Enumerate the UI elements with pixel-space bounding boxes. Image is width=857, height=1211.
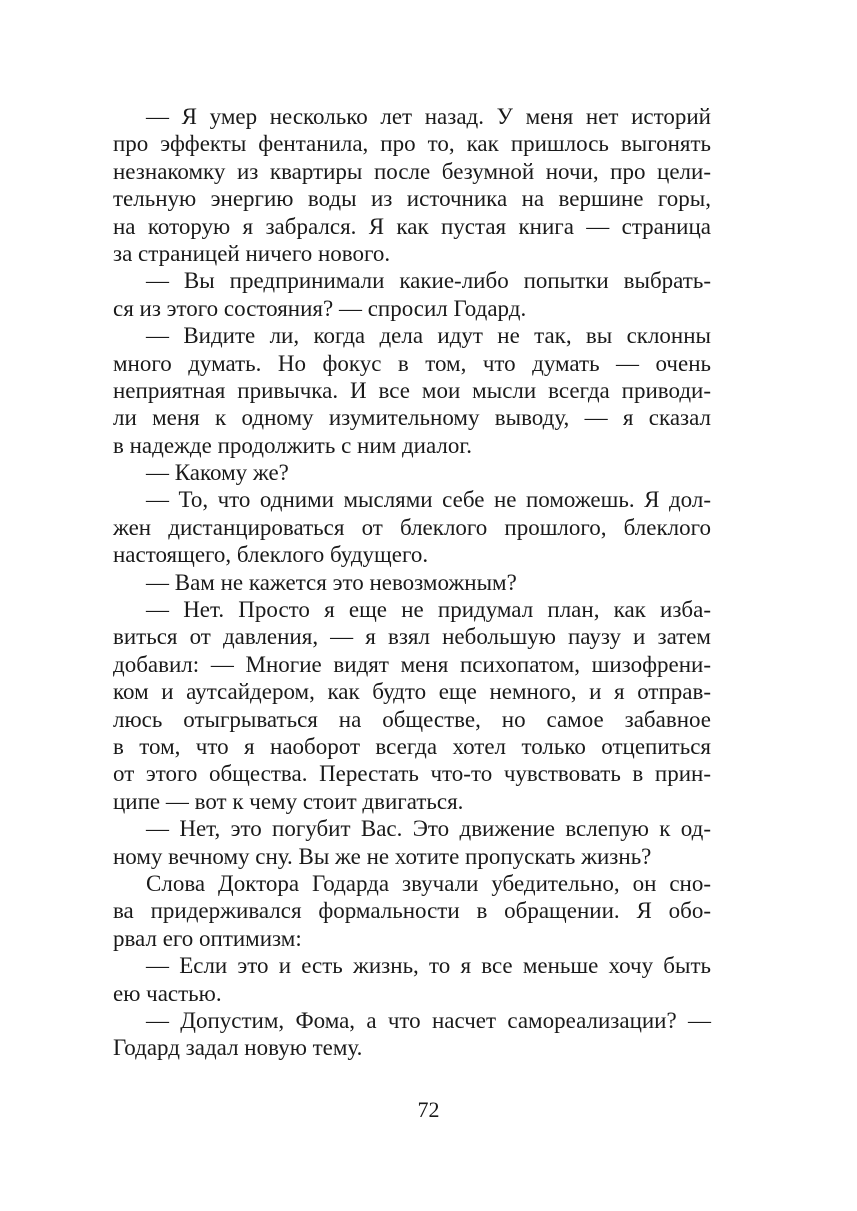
text-line: про эффекты фентанила, про то, как пришлось выгонять — [113, 131, 711, 157]
body-text — [113, 103, 711, 1062]
text-line: — Допустим, Фома, а что насчет самореализации? — — [146, 1007, 711, 1033]
paragraph — [113, 103, 711, 267]
text-line: ному вечному сну. Вы же не хотите пропускать жизнь? — [113, 843, 652, 869]
text-line: люсь отыгрываться на обществе, но самое забавное — [113, 706, 711, 732]
text-line: настоящего, блеклого будущего. — [113, 542, 429, 568]
text-line: рвал его оптимизм: — [113, 925, 302, 951]
text-line: в том, что я наоборот всегда хотел только отцепиться — [113, 733, 711, 759]
paragraph — [113, 1007, 711, 1062]
text-line: — Если это и есть жизнь, то я все меньше хочу быть — [146, 953, 711, 979]
text-line: добавил: — Многие видят меня психопатом, шизофрени- — [113, 651, 711, 677]
text-line: много думать. Но фокус в том, что думать — очень — [113, 350, 711, 376]
text-line: незнакомку из квартиры после безумной ночи, про цели- — [113, 158, 711, 184]
text-line: — Нет. Просто я еще не придумал план, как изба- — [146, 597, 711, 623]
text-line: — То, что одними мыслями себе не поможешь. Я дол- — [146, 487, 711, 513]
text-line: от этого общества. Перестать что-то чувствовать в прин- — [113, 761, 711, 787]
paragraph — [113, 815, 711, 870]
text-line: Годард задал новую тему. — [113, 1035, 363, 1061]
text-line: за страницей ничего нового. — [113, 240, 391, 266]
paragraph — [113, 596, 711, 815]
text-line: ся из этого состояния? — спросил Годард. — [113, 295, 527, 321]
paragraph — [113, 322, 711, 459]
text-line: на которую я забрался. Я как пустая книга — страница — [113, 213, 711, 239]
text-line: жен дистанцироваться от блеклого прошлого, блеклого — [113, 514, 711, 540]
text-line: — Вы предпринимали какие-либо попытки выбрать- — [146, 268, 711, 294]
text-line: — Какому же? — [146, 460, 289, 486]
text-line: неприятная привычка. И все мои мысли всегда приводи- — [113, 377, 711, 403]
text-line: в надежде продолжить с ним диалог. — [113, 432, 472, 458]
paragraph — [113, 952, 711, 1007]
text-line: — Вам не кажется это невозможным? — [146, 569, 517, 595]
text-line: ком и аутсайдером, как будто еще немного, и я отправ- — [113, 679, 711, 705]
paragraph — [113, 486, 711, 568]
text-line: тельную энергию воды из источника на вершине горы, — [113, 186, 711, 212]
text-line: Слова Доктора Годарда звучали убедительно, он сно- — [146, 870, 711, 896]
paragraph — [113, 569, 711, 596]
text-line: ею частью. — [113, 980, 222, 1006]
paragraph — [113, 870, 711, 952]
page-number: 72 — [417, 1097, 440, 1122]
paragraph — [113, 267, 711, 322]
text-line: ципе — вот к чему стоит двигаться. — [113, 788, 464, 814]
text-line: ва придерживался формальности в обращении. Я обо- — [113, 898, 711, 924]
paragraph — [113, 459, 711, 486]
text-line: — Нет, это погубит Вас. Это движение вслепую к од- — [146, 816, 711, 842]
text-line: — Видите ли, когда дела идут не так, вы склонны — [146, 323, 711, 349]
text-line: ли меня к одному изумительному выводу, — я сказал — [113, 405, 711, 431]
text-line: виться от давления, — я взял небольшую паузу и затем — [113, 624, 711, 650]
text-line: — Я умер несколько лет назад. У меня нет историй — [146, 104, 711, 129]
